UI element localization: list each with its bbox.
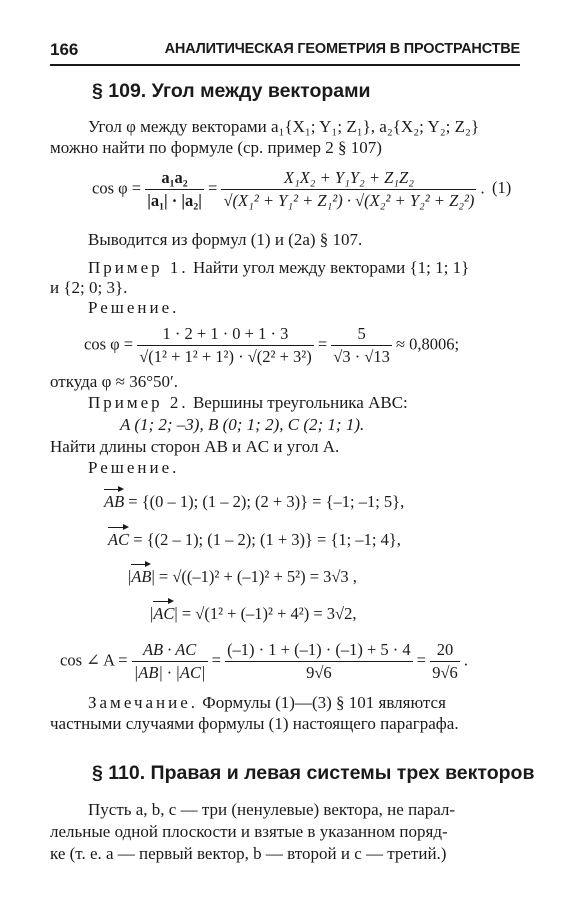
intro-line-1: Угол φ между векторами a₁{X₁; Y₁; Z₁}, a₂{X₂; Y₂; Z₂} xyxy=(88,117,480,136)
example-1: Пример 1. Найти угол между векторами {1; 1; 1} xyxy=(88,258,470,277)
page-number: 166 xyxy=(50,40,79,59)
remark-cont: частными случаями формулы (1) настоящего параграфа. xyxy=(50,714,459,733)
cosA-frac-1: $\frac{AB \cdot AC}{|AB| \cdot |AC|}$ xyxy=(133,640,206,682)
cosA-frac-2: $\frac{(-1) \cdot 1 + (-1) \cdot (-1) + 5 \cdot 4}{9√6}$ xyxy=(227,640,411,682)
intro-line-2: можно найти по формуле (ср. пример 2 § 107) xyxy=(50,138,382,157)
ex1-frac-1: $\frac{1 \cdot 2 + 1 \cdot 0 + 1 \cdot 3}{\text{√(1² + 1² + 1²) · √(2² + 3²)}}$ xyxy=(139,324,312,366)
length-AB-formula: |AB| = √((–1)² + (–1)² + 5²) = 3√3 , xyxy=(128,567,357,586)
solution-2-label: Решение. xyxy=(88,458,180,477)
section-110-line-1: Пусть a, b, c — три (ненулевые) вектора, не парал- xyxy=(88,800,456,819)
cos-A-formula: cos ∠ A = $\frac{AB \cdot AC}{|AB| \cdot |AC|}$ = $\frac{(-1) \cdot 1 + (-1) \cdot (-1) + 5 \cdot 4}{9√6}$ = $\frac{20}{9√6}$ . xyxy=(60,640,468,682)
vector-AB-symbol: AB xyxy=(104,492,125,511)
vector-AC-formula: AC = {(2 – 1); (1 – 2); (1 + 3)} = {1; –1; 4}, xyxy=(108,530,401,549)
section-109-title: § 109. Угол между векторами xyxy=(92,80,371,102)
example-2-task: Найти длины сторон AB и AC и угол A. xyxy=(50,437,340,456)
example-1-cont: и {2; 0; 3}. xyxy=(50,278,128,297)
formula-1-frac-2: $\frac{\text{X₁X₂ + Y₁Y₂ + Z₁Z₂}}{\text{√(X₁² + Y₁² + Z₁²) · √(X₂² + Y₂² + Z₂²)}}$ xyxy=(223,168,475,210)
formula-1-frac-1: $\frac{\text{a₁a₂}}{\text{|a₁| · |a₂|}}$ xyxy=(147,168,202,210)
formula-1-lhs: cos φ = xyxy=(92,178,142,198)
solution-1-label: Решение. xyxy=(88,298,180,317)
example-1-formula: cos φ = $\frac{1 \cdot 2 + 1 \cdot 0 + 1 \cdot 3}{\text{√(1² + 1² + 1²) · √(2² + 3²)}}$ = $\frac{5}{√3 \cdot √13}$ ≈ 0,8006; xyxy=(84,324,460,366)
example-2: Пример 2. Вершины треугольника ABC: xyxy=(88,393,408,412)
cosA-frac-3: $\frac{20}{9√6}$ xyxy=(432,640,458,682)
length-AC-formula: |AC| = √(1² + (–1)² + 4²) = 3√2, xyxy=(150,604,357,623)
derived-line: Выводится из формул (1) и (2а) § 107. xyxy=(88,230,363,249)
formula-1: cos φ = $\frac{\text{a₁a₂}}{\text{|a₁| · |a₂|}}$ = $\frac{\text{X₁X₂ + Y₁Y₂ + Z₁Z₂}}{\text{√(X₁² + Y₁² + Z₁²) · √(X₂² + Y₂² + Z₂²)}}$ . xyxy=(92,168,485,210)
formula-1-number: (1) xyxy=(492,178,512,197)
section-110-title: § 110. Правая и левая системы трех векторов xyxy=(92,762,535,784)
example-1-conclusion: откуда φ ≈ 36°50′. xyxy=(50,372,179,391)
page-header xyxy=(50,40,520,66)
vector-AB-formula: AB = {(0 – 1); (1 – 2); (2 + 3)} = {–1; –1; 5}, xyxy=(104,492,405,511)
section-110-line-3: ке (т. е. a — первый вектор, b — второй и c — третий.) xyxy=(50,844,447,863)
remark: Замечание. Формулы (1)—(3) § 101 являются xyxy=(88,693,446,712)
ex1-frac-2: $\frac{5}{√3 \cdot √13}$ xyxy=(333,324,390,366)
running-title: АНАЛИТИЧЕСКАЯ ГЕОМЕТРИЯ В ПРОСТРАНСТВЕ xyxy=(164,41,520,57)
example-2-points: A (1; 2; –3), B (0; 1; 2), C (2; 1; 1). xyxy=(120,415,365,434)
section-110-line-2: лельные одной плоскости и взятые в указанном поряд- xyxy=(50,822,448,841)
vector-AC-symbol: AC xyxy=(108,530,130,549)
